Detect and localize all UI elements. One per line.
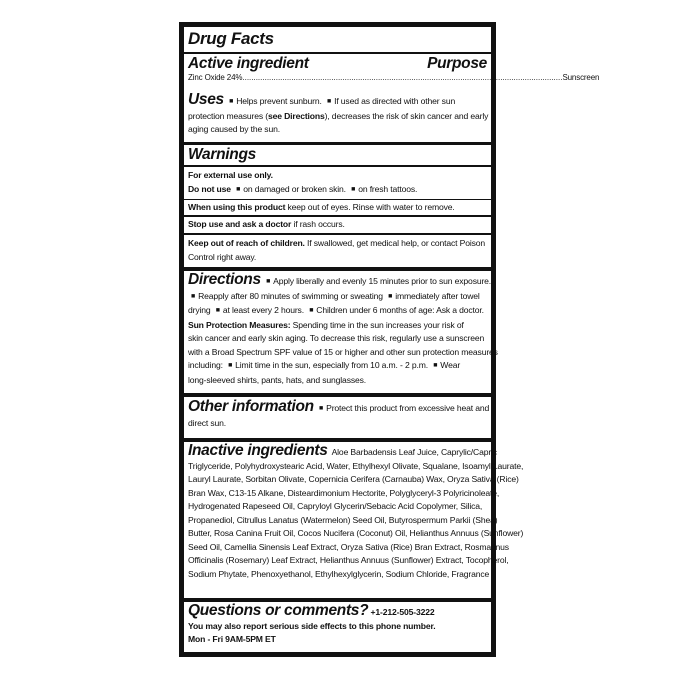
warnings-heading: Warnings: [188, 146, 256, 163]
directions-section: Directions ■ Apply liberally and evenly 15 minutes prior to sun exposure. ■ Reapply after 80 minutes of swimming or sweating ■ immediately after towel drying ■ at least every 2 hours. ■ Children under 6 months of age: Ask a doctor. Sun Protection Measures: Spending time in the sun increases your risk of skin cancer and early skin aging. To decrease this risk, regularly use a sunscreen with a Broad Spectrum SPF value of 15 or higher and other sun protection measures including: ■ Limit time in the sun, especially from 10 a.m. - 2 p.m. ■ Wear long-sleeved shirts, pants, hats, and sunglasses.: [184, 271, 491, 393]
warnings-external: For external use only. Do not use ■ on damaged or broken skin. ■ on fresh tattoos.: [184, 167, 491, 199]
purpose-heading: Purpose: [427, 55, 487, 72]
inactive-line: Hydrogenated Rapeseed Oil, Capryloyl Glycerin/Sebacic Acid Copolymer, Silica,: [188, 501, 483, 511]
directions-heading: Directions: [188, 271, 261, 288]
inactive-line: Sodium Phytate, Phenoxyethanol, Ethylhexylglycerin, Sodium Chloride, Fragrance: [188, 568, 490, 579]
warnings-stop-use: Stop use and ask a doctor if rash occurs.: [184, 217, 491, 233]
inactive-line: Officinalis (Rosemary) Leaf Extract, Helianthus Annuus (Sunflower) Extract, Tocopherol,: [188, 555, 509, 565]
inactive-line: Bran Wax, C13-15 Alkane, Disteardimonium Hectorite, Polyglyceryl-3 Polyricinoleate,: [188, 487, 500, 498]
active-ingredient-heading: Active ingredient: [188, 55, 309, 72]
page-title: Drug Facts: [188, 29, 274, 48]
inactive-line: Propanediol, Citrullus Lanatus (Watermelon) Seed Oil, Butyrospermum Parkii (Shea): [188, 514, 498, 525]
purpose-value: Sunscreen: [562, 73, 600, 82]
inactive-line: Butter, Rosa Canina Fruit Oil, Cocos Nucifera (Coconut) Oil, Helianthus Annuus (Sunflower): [188, 528, 524, 538]
inactive-line: Lauryl Laurate, Sorbitan Olivate, Copernicia Cerifera (Carnauba) Wax, Oryza Sativa (Rice): [188, 474, 519, 484]
uses-section: Uses ■ Helps prevent sunburn. ■ If used as directed with other sun protection measures (see Directions), decreases the risk of skin cancer and early aging caused by the sun.: [184, 90, 491, 142]
inactive-ingredients-section: Inactive ingredients Aloe Barbadensis Leaf Juice, Caprylic/Capric Triglyceride, Polyhydroxystearic Acid, Water, Ethylhexyl Olivate, Squalane, Isoamyl Laurate, Lauryl Laurate, Sorbitan Olivate, Copernicia Cerifera (Carnauba) Wax, Oryza Sativa (Rice) Bran Wax, C13-15 Alkane, Disteardimonium Hectorite, Polyglyceryl-3 Polyricinoleate, Hydrogenated Rapeseed Oil, Capryloyl Glycerin/Sebacic Acid Copolymer, Silica, Propanediol, Citrullus Lanatus (Watermelon) Seed Oil, Butyrospermum Parkii (Shea) Butter, Rosa Canina Fruit Oil, Cocos Nucifera (Coconut) Oil, Helianthus Annuus (Sunflower) Seed Oil, Camellia Sinensis Leaf Extract, Oryza Sativa (Rice) Bran Extract, Rosmarinus Officinalis (Rosemary) Leaf Extract, Helianthus Annuus (Sunflower) Extract, Tocopherol, Sodium Phytate, Phenoxyethanol, Ethylhexylglycerin, Sodium Chloride, Fragrance: [184, 442, 491, 598]
other-information-section: Other information ■ Protect this product from excessive heat and direct sun.: [184, 397, 491, 438]
warnings-keep-out: Keep out of reach of children. If swallowed, get medical help, or contact Poison Control right away.: [184, 235, 491, 267]
questions-heading: Questions or comments?: [188, 602, 369, 619]
phone-number: +1-212-505-3222: [370, 607, 435, 617]
inactive-ingredients-heading: Inactive ingredients: [188, 442, 328, 459]
active-ingredient: Zinc Oxide 24% ................................................................................................................................................ Sunscreen: [188, 71, 487, 85]
uses-heading: Uses: [188, 91, 224, 108]
inactive-line: Seed Oil, Camellia Sinensis Leaf Extract, Oryza Sativa (Rice) Bran Extract, Rosmarinus: [188, 541, 509, 552]
warnings-when-using: When using this product keep out of eyes. Rinse with water to remove.: [184, 200, 491, 215]
warnings-heading-block: [184, 145, 491, 165]
inactive-line: Triglyceride, Polyhydroxystearic Acid, Water, Ethylhexyl Olivate, Squalane, Isoamyl Laurate,: [188, 460, 524, 471]
other-information-heading: Other information: [188, 398, 314, 415]
questions-section: Questions or comments? +1-212-505-3222 You may also report serious side effects to this phone number. Mon - Fri 9AM-5PM ET: [184, 602, 491, 652]
drug-facts-panel: [179, 22, 600, 657]
